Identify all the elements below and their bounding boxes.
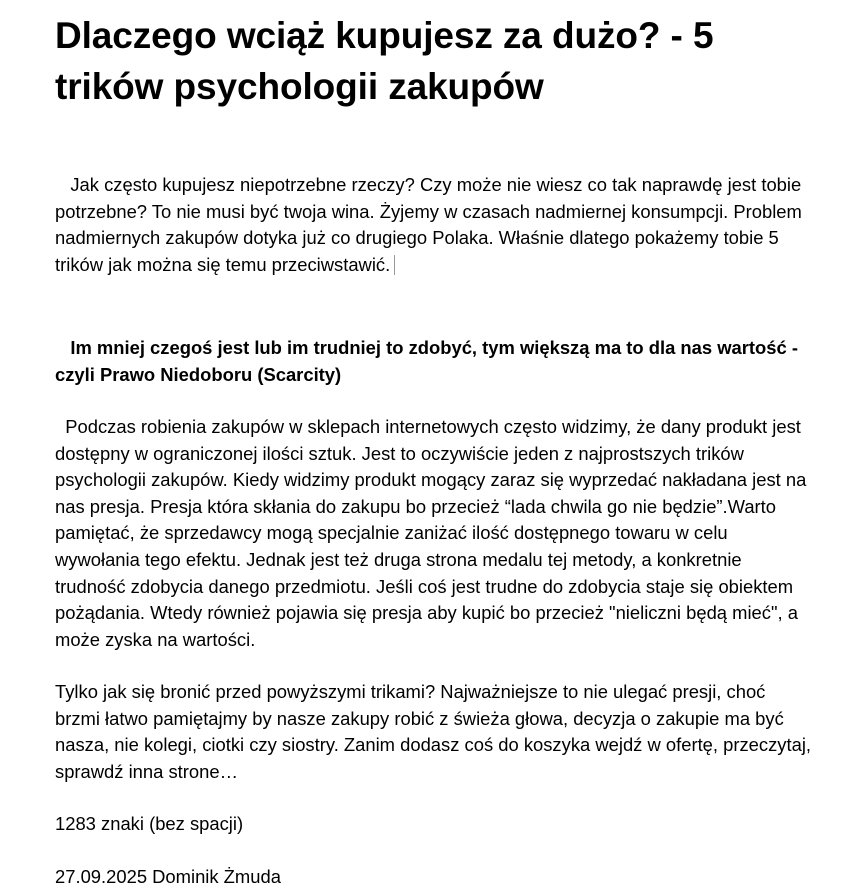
section-heading: Im mniej czegoś jest lub im trudniej to zdobyć, tym większą ma to dla nas wartość - czyli Prawo Niedoboru (Scarcity)	[55, 337, 804, 385]
date-author-signature: 27.09.2025 Dominik Żmuda	[55, 866, 281, 887]
intro-paragraph[interactable]	[55, 172, 815, 278]
document-title: Dlaczego wciąż kupujesz za dużo? - 5 trików psychologii zakupów	[55, 15, 714, 107]
text-cursor	[394, 255, 395, 275]
character-count: 1283 znaki (bez spacji)	[55, 813, 244, 834]
body-paragraph-defense: Tylko jak się bronić przed powyższymi trikami? Najważniejsze to nie ulegać presji, choć brzmi łatwo pamiętajmy by nasze zakupy robić z świeża głowa, decyzja o zakupie ma być nasza, nie kolegi, ciotki czy siostry. Zanim dodasz coś do koszyka wejdź w ofertę, przeczytaj, sprawdź inna strone…	[55, 681, 812, 782]
body-paragraph-scarcity: Podczas robienia zakupów w sklepach internetowych często widzimy, że dany produkt jest dostępny w ograniczonej ilości sztuk. Jest to oczywiście jeden z najprostszych trików psychologii zakupów. Kiedy widzimy produkt mogący zaraz się wyprzedać nakładana jest na nas presja. Presja która skłania do zakupu bo przecież “lada chwila go nie będzie”.Warto pamiętać, że sprzedawcy mogą specjalnie zaniżać ilość dostępnego towaru w celu wywołania tego efektu. Jednak jest też druga strona medalu tej metody, a konkretnie trudność zdobycia danego przedmiotu. Jeśli coś jest trudne do zdobycia staje się obiektem pożądania. Wtedy również pojawia się presja aby kupić bo przecież "nieliczni będą mieć", a może zyska na wartości.	[55, 416, 812, 650]
intro-text: Jak często kupujesz niepotrzebne rzeczy? Czy może nie wiesz co tak naprawdę jest tobie potrzebne? To nie musi być twoja wina. Żyjemy w czasach nadmiernej konsumpcji. Problem nadmiernych zakupów dotyka już co drugiego Polaka. Właśnie dlatego pokażemy tobie 5 trików jak można się temu przeciwstawić.	[55, 174, 807, 275]
